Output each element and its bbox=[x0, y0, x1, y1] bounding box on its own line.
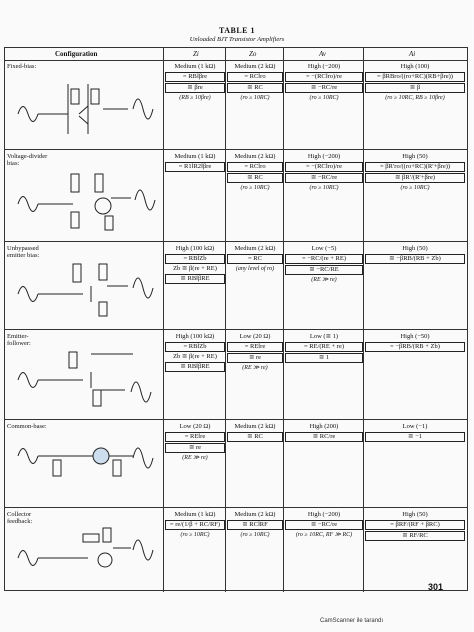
ai-head: High (50) bbox=[402, 153, 428, 160]
zi-eq: = RB‖βre bbox=[165, 72, 225, 82]
ai-head: High (50) bbox=[402, 245, 428, 252]
table-subtitle: Unloaded BJT Transistor Amplifiers bbox=[189, 36, 285, 43]
zo-eq: = RC bbox=[227, 254, 283, 264]
config-label: Emitter-follower: bbox=[7, 333, 31, 347]
circuit-diagram bbox=[13, 434, 163, 500]
zi-eq: = RE‖re bbox=[165, 432, 225, 442]
zi-approx: Zb ≅ β(re + RE) bbox=[173, 353, 217, 360]
ai-approx: ≅ RF/RC bbox=[365, 531, 465, 541]
zo-head: Medium (2 kΩ) bbox=[234, 423, 276, 430]
av-head: High (−200) bbox=[307, 63, 341, 70]
row-unbypassed-emitter bbox=[5, 242, 467, 330]
col-av: Av bbox=[319, 50, 326, 58]
zi-note: (RB ≥ 10βre) bbox=[179, 95, 211, 101]
av-note: (RE ≫ re) bbox=[311, 277, 337, 283]
zi-head: Low (20 Ω) bbox=[179, 423, 211, 430]
scanner-footer: CamScanner ile tarandı bbox=[320, 618, 384, 624]
av-head: Low (≅ 1) bbox=[309, 333, 339, 340]
zi-eq: = RB‖Zb bbox=[165, 342, 225, 352]
table-title: TABLE 1 bbox=[218, 26, 256, 35]
ai-eq: = βRF/(RF + βRC) bbox=[365, 520, 465, 530]
av-head: High (−200) bbox=[307, 511, 341, 518]
zi-approx: Zb ≅ β(re + RE) bbox=[173, 265, 217, 272]
zi-note: (RE ≫ re) bbox=[182, 455, 208, 461]
zo-head: Medium (2 kΩ) bbox=[234, 153, 276, 160]
circuit-diagram bbox=[13, 164, 163, 236]
ai-head: Low (−1) bbox=[402, 423, 428, 430]
row-common-base bbox=[5, 420, 467, 508]
col-zi: Zi bbox=[193, 50, 199, 58]
zi-note: ≅ RB‖βRE bbox=[165, 362, 225, 372]
zi-head: Medium (1 kΩ) bbox=[174, 511, 216, 518]
zo-eq: = RE‖re bbox=[227, 342, 283, 352]
av-eq: ≅ −RC/re bbox=[285, 520, 363, 530]
zo-approx: (ro ≥ 10RC) bbox=[240, 532, 270, 538]
ai-approx: ≅ βR′/(R′+βre) bbox=[365, 173, 465, 183]
av-eq: = −(RC‖ro)/re bbox=[285, 162, 363, 172]
zi-eq: = R1‖R2‖βre bbox=[165, 162, 225, 172]
zi-approx: ≅ re bbox=[165, 443, 225, 453]
ai-head: High (100) bbox=[400, 63, 430, 70]
config-label: Unbypassed emitter bias: bbox=[7, 245, 40, 259]
ai-eq: = βR′ro/((ro+RC)(R′+βre)) bbox=[365, 162, 465, 172]
av-head: Low (−5) bbox=[311, 245, 337, 252]
zo-note: (RE ≫ re) bbox=[242, 365, 268, 371]
config-label: Voltage-divider bias: bbox=[7, 153, 48, 167]
av-approx: ≅ −RC/RE bbox=[285, 265, 363, 275]
config-label: Collector feedback: bbox=[7, 511, 33, 525]
col-zo: Zo bbox=[249, 50, 257, 58]
zo-approx: ≅ re bbox=[227, 353, 283, 363]
zi-head: Medium (1 kΩ) bbox=[174, 153, 216, 160]
circuit-diagram bbox=[13, 74, 163, 144]
row-fixed-bias bbox=[5, 60, 467, 150]
circuit-diagram bbox=[13, 344, 163, 412]
circuit-diagram bbox=[13, 522, 163, 582]
zo-approx: ≅ RC bbox=[227, 83, 283, 93]
circuit-diagram bbox=[13, 256, 163, 322]
row-voltage-divider bbox=[5, 150, 467, 242]
zi-approx: ≅ βre bbox=[165, 83, 225, 93]
av-approx: (ro ≥ 10RC, RF ≫ RC) bbox=[295, 532, 353, 538]
av-eq: = RE/(RE + re) bbox=[285, 342, 363, 352]
av-eq: ≅ RC/re bbox=[285, 432, 363, 442]
zo-approx: ≅ RC bbox=[227, 173, 283, 183]
zi-note: ≅ RB‖βRE bbox=[165, 274, 225, 284]
av-approx: ≅ −RC/re bbox=[285, 83, 363, 93]
zi-head: Medium (1 kΩ) bbox=[174, 63, 216, 70]
zo-eq: ≅ RC‖RF bbox=[227, 520, 283, 530]
page-number: 301 bbox=[428, 582, 444, 592]
ai-approx: ≅ β bbox=[365, 83, 465, 93]
av-head: High (200) bbox=[309, 423, 339, 430]
av-eq: = −(RC‖ro)/re bbox=[285, 72, 363, 82]
ai-eq: = βRBro/((ro+RC)(RB+βre)) bbox=[365, 72, 465, 82]
zi-head: High (100 kΩ) bbox=[175, 245, 215, 252]
row-collector-feedback bbox=[5, 508, 467, 590]
zo-head: Medium (2 kΩ) bbox=[234, 245, 276, 252]
zo-note: (ro ≥ 10RC) bbox=[240, 185, 270, 191]
av-eq: = −RC/(re + RE) bbox=[285, 254, 363, 264]
av-approx: ≅ −RC/re bbox=[285, 173, 363, 183]
ai-head: High (50) bbox=[402, 511, 428, 518]
col-config: Configuration bbox=[55, 50, 98, 58]
zo-eq: ≅ RC bbox=[227, 432, 283, 442]
config-label: Common-base: bbox=[7, 423, 47, 430]
zi-eq: = re/(1/β + RC/RF) bbox=[165, 520, 225, 530]
ai-eq: = −βRB/(RB + Zb) bbox=[365, 342, 465, 352]
config-label: Fixed-bias: bbox=[7, 63, 37, 70]
ai-head: High (−50) bbox=[400, 333, 430, 340]
zi-head: High (100 kΩ) bbox=[175, 333, 215, 340]
zo-head: Medium (2 kΩ) bbox=[234, 511, 276, 518]
av-approx: ≅ 1 bbox=[285, 353, 363, 363]
zo-note: (ro ≥ 10RC) bbox=[240, 95, 270, 101]
ai-eq: ≅ −βRB/(RB + Zb) bbox=[365, 254, 465, 264]
zo-head: Medium (2 kΩ) bbox=[234, 63, 276, 70]
ai-eq: ≅ −1 bbox=[365, 432, 465, 442]
zo-approx: (any level of ro) bbox=[235, 266, 275, 272]
zi-eq: = RB‖Zb bbox=[165, 254, 225, 264]
zi-approx: (ro ≥ 10RC) bbox=[180, 532, 210, 538]
row-emitter-follower bbox=[5, 330, 467, 420]
ai-note: (ro ≥ 10RC) bbox=[400, 185, 430, 191]
zo-eq: = RC‖ro bbox=[227, 72, 283, 82]
zo-eq: = RC‖ro bbox=[227, 162, 283, 172]
av-note: (ro ≥ 10RC) bbox=[309, 185, 339, 191]
amplifier-table bbox=[4, 47, 468, 591]
zo-head: Low (20 Ω) bbox=[239, 333, 271, 340]
av-head: High (−200) bbox=[307, 153, 341, 160]
ai-note: (ro ≥ 10RC, RB ≥ 10βre) bbox=[385, 95, 445, 101]
col-ai: Ai bbox=[409, 50, 416, 58]
av-note: (ro ≥ 10RC) bbox=[309, 95, 339, 101]
